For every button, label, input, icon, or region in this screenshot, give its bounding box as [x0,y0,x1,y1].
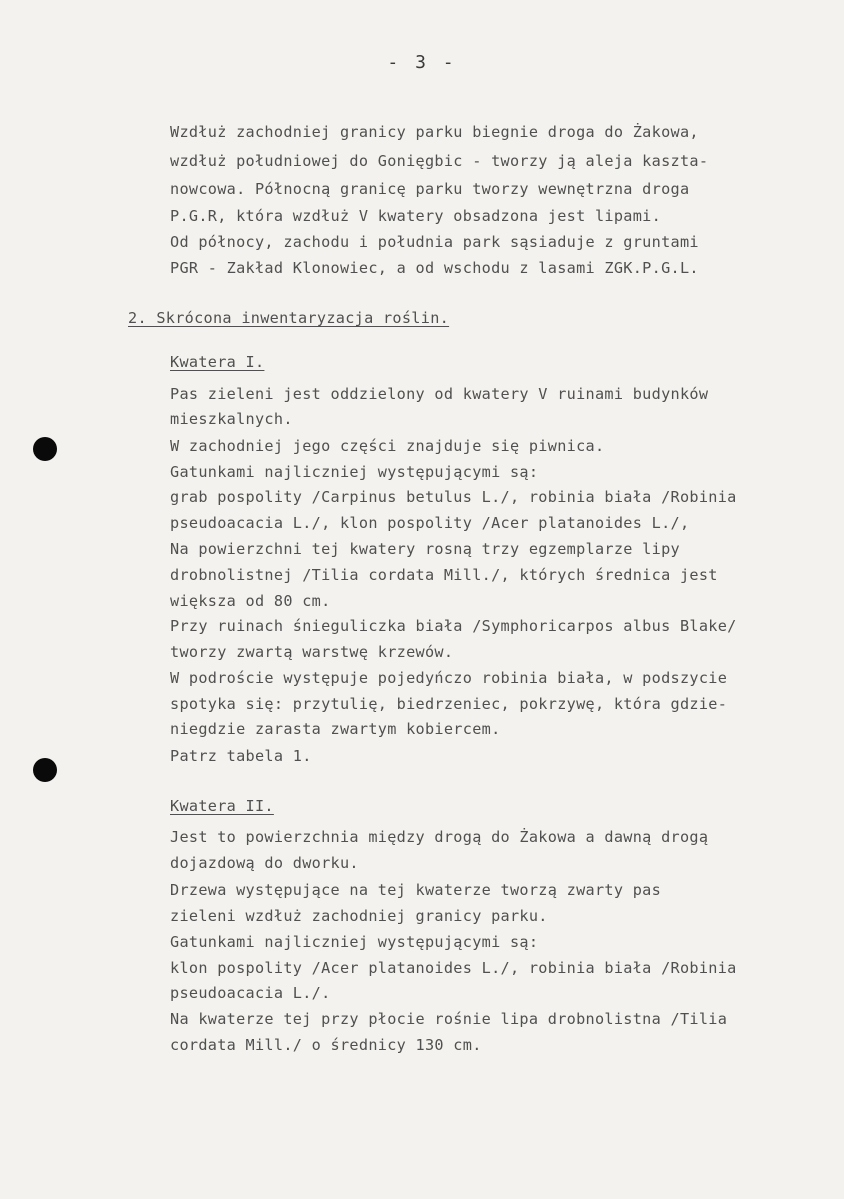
kwatera-1-line: drobnolistnej /Tilia cordata Mill./, których średnica jest [170,566,718,584]
kwatera-1-line: Przy ruinach śnieguliczka biała /Symphoricarpos albus Blake/ [170,617,737,635]
kwatera-1-line: większa od 80 cm. [170,592,331,610]
intro-line: PGR - Zakład Klonowiec, a od wschodu z lasami ZGK.P.G.L. [170,259,699,277]
kwatera-2-line: zieleni wzdłuż zachodniej granicy parku. [170,907,548,925]
kwatera-2-heading: Kwatera II. [170,797,274,815]
intro-line: Od północy, zachodu i południa park sąsiaduje z gruntami [170,233,699,251]
kwatera-2-line: Na kwaterze tej przy płocie rośnie lipa drobnolistna /Tilia [170,1010,728,1028]
intro-line: nowcowa. Północną granicę parku tworzy wewnętrzna droga [170,180,690,198]
kwatera-1-line: W podroście występuje pojedyńczo robinia biała, w podszycie [170,669,728,687]
kwatera-2-line: dojazdową do dworku. [170,854,359,872]
kwatera-1-line: W zachodniej jego części znajduje się piwnica. [170,437,605,455]
kwatera-1-line: mieszkalnych. [170,410,293,428]
kwatera-1-line: spotyka się: przytulię, biedrzeniec, pokrzywę, która gdzie- [170,695,728,713]
kwatera-2-line: pseudoacacia L./. [170,984,331,1002]
intro-line: Wzdłuż zachodniej granicy parku biegnie droga do Żakowa, [170,123,699,141]
page-number: - 3 - [387,52,457,73]
kwatera-1-line: grab pospolity /Carpinus betulus L./, robinia biała /Robinia [170,488,737,506]
kwatera-1-line: Patrz tabela 1. [170,747,312,765]
kwatera-1-line: Pas zieleni jest oddzielony od kwatery V ruinami budynków [170,385,709,403]
punch-hole [33,437,57,461]
kwatera-2-line: Drzewa występujące na tej kwaterze tworzą zwarty pas [170,881,662,899]
kwatera-2-line: Gatunkami najliczniej występującymi są: [170,933,539,951]
kwatera-1-line: Gatunkami najliczniej występującymi są: [170,463,539,481]
kwatera-1-line: niegdzie zarasta zwartym kobiercem. [170,720,501,738]
punch-hole [33,758,57,782]
kwatera-2-line: Jest to powierzchnia między drogą do Żakowa a dawną drogą [170,828,709,846]
kwatera-1-line: tworzy zwartą warstwę krzewów. [170,643,454,661]
kwatera-2-line: cordata Mill./ o średnicy 130 cm. [170,1036,482,1054]
kwatera-1-line: Na powierzchni tej kwatery rosną trzy egzemplarze lipy [170,540,680,558]
section-heading: 2. Skrócona inwentaryzacja roślin. [128,309,450,327]
intro-line: wzdłuż południowej do Gonięgbic - tworzy ją aleja kaszta- [170,152,709,170]
kwatera-1-line: pseudoacacia L./, klon pospolity /Acer platanoides L./, [170,514,690,532]
kwatera-2-line: klon pospolity /Acer platanoides L./, robinia biała /Robinia [170,959,737,977]
intro-line: P.G.R, która wzdłuż V kwatery obsadzona jest lipami. [170,207,662,225]
kwatera-1-heading: Kwatera I. [170,353,265,371]
